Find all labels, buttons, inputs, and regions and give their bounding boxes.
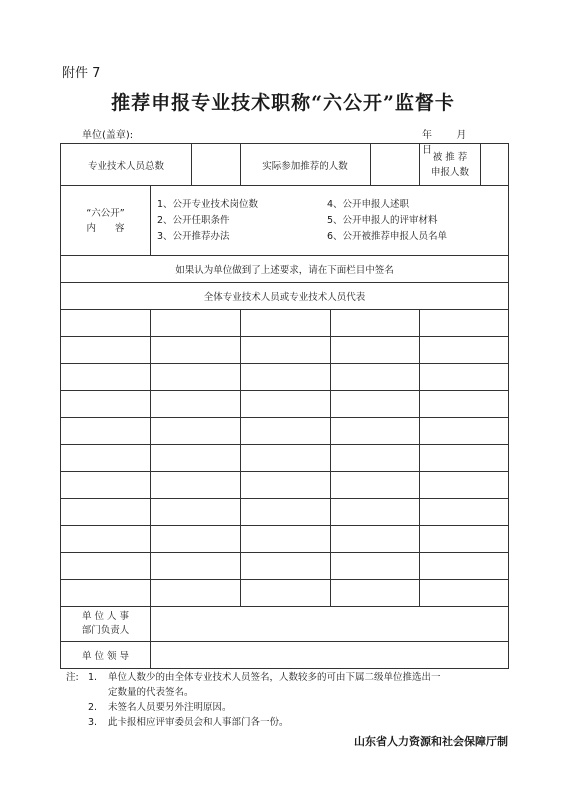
signature-cell[interactable] [151, 553, 241, 580]
signature-cell[interactable] [241, 391, 331, 418]
six-open-item-2: 2、公开任职条件 [157, 214, 230, 226]
recommended-label-1: 被 推 荐 [432, 151, 468, 163]
six-open-label-2: 内 容 [86, 222, 125, 234]
signature-cell[interactable] [61, 472, 151, 499]
signature-cell[interactable] [331, 418, 420, 445]
signature-cell[interactable] [241, 499, 331, 526]
signature-cell[interactable] [151, 472, 241, 499]
actual-participants-label: 实际参加推荐的人数 [240, 144, 371, 185]
recommended-label-2: 申报人数 [430, 166, 469, 178]
signature-cell[interactable] [151, 337, 241, 364]
signature-cell[interactable] [241, 553, 331, 580]
signature-cell[interactable] [61, 418, 151, 445]
note-1-num: 1. [88, 672, 98, 683]
six-open-item-3: 3、公开推荐办法 [157, 230, 230, 242]
signature-cell[interactable] [61, 580, 151, 607]
unit-leader-label: 单 位 领 导 [61, 642, 151, 669]
signature-cell[interactable] [61, 526, 151, 553]
signature-cell[interactable] [241, 418, 331, 445]
signature-cell[interactable] [420, 418, 509, 445]
note-2-num: 2. [88, 702, 98, 713]
unit-leader-signature[interactable] [151, 642, 509, 669]
hr-head-label-2: 部门负责人 [81, 625, 130, 636]
actual-participants-cell [241, 144, 420, 186]
six-open-label-1: “六公开” [86, 207, 125, 219]
signature-cell[interactable] [331, 472, 420, 499]
signature-cell[interactable] [420, 337, 509, 364]
signature-cell[interactable] [331, 310, 420, 337]
attachment-label: 附件 7 [62, 66, 101, 81]
signature-cell[interactable] [151, 499, 241, 526]
signature-cell[interactable] [331, 526, 420, 553]
recommended-value[interactable] [481, 144, 508, 185]
instruction-cell: 如果认为单位做到了上述要求，请在下面栏目中签名 [61, 256, 509, 283]
six-open-label-cell [61, 186, 151, 256]
signers-header-cell: 全体专业技术人员或专业技术人员代表 [61, 283, 509, 310]
six-open-items-cell [151, 186, 509, 256]
unit-stamp-label: 单位(盖章): [82, 130, 134, 141]
supervision-card-table [60, 143, 509, 669]
signature-cell[interactable] [420, 499, 509, 526]
signature-cell[interactable] [241, 337, 331, 364]
total-staff-label: 专业技术人员总数 [61, 144, 192, 185]
signature-cell[interactable] [420, 364, 509, 391]
year-label: 年 [422, 130, 432, 141]
six-open-item-5: 5、公开申报人的评审材料 [327, 214, 438, 226]
hr-head-label-cell [61, 607, 151, 642]
note-3-num: 3. [88, 717, 98, 728]
signature-cell[interactable] [151, 418, 241, 445]
signature-cell[interactable] [331, 391, 420, 418]
signature-cell[interactable] [241, 526, 331, 553]
day-label: 日 [422, 145, 432, 156]
signature-cell[interactable] [241, 580, 331, 607]
signature-cell[interactable] [331, 580, 420, 607]
signature-cell[interactable] [241, 310, 331, 337]
signature-cell[interactable] [151, 391, 241, 418]
signature-cell[interactable] [151, 364, 241, 391]
signature-cell[interactable] [331, 445, 420, 472]
note-1-cont: 定数量的代表签名。 [108, 687, 194, 698]
signature-cell[interactable] [420, 580, 509, 607]
signature-cell[interactable] [331, 364, 420, 391]
total-staff-cell [61, 144, 241, 186]
hr-head-label-1: 单 位 人 事 [81, 611, 130, 622]
signature-cell[interactable] [331, 499, 420, 526]
note-2-text: 未签名人员要另外注明原因。 [108, 702, 232, 713]
signature-cell[interactable] [151, 580, 241, 607]
signature-cell[interactable] [151, 445, 241, 472]
signature-cell[interactable] [151, 526, 241, 553]
hr-head-signature[interactable] [151, 607, 509, 642]
six-open-item-4: 4、公开申报人述职 [327, 198, 410, 210]
signature-cell[interactable] [420, 553, 509, 580]
six-open-item-6: 6、公开被推荐申报人员名单 [327, 230, 448, 242]
actual-participants-value[interactable] [371, 144, 419, 185]
signature-cell[interactable] [420, 391, 509, 418]
signature-cell[interactable] [420, 526, 509, 553]
signature-cell[interactable] [241, 472, 331, 499]
month-label: 月 [456, 130, 467, 141]
six-open-item-1: 1、公开专业技术岗位数 [157, 198, 259, 210]
signature-cell[interactable] [61, 391, 151, 418]
signature-cell[interactable] [241, 364, 331, 391]
notes-prefix: 注: [66, 672, 79, 683]
signature-cell[interactable] [331, 337, 420, 364]
recommended-cell [420, 144, 509, 186]
notes [66, 670, 441, 730]
signature-cell[interactable] [61, 445, 151, 472]
signature-cell[interactable] [241, 445, 331, 472]
signature-cell[interactable] [61, 337, 151, 364]
signature-cell[interactable] [420, 310, 509, 337]
signature-cell[interactable] [420, 445, 509, 472]
note-3-text: 此卡报相应评审委员会和人事部门各一份。 [108, 717, 289, 728]
total-staff-value[interactable] [192, 144, 240, 185]
signature-cell[interactable] [331, 553, 420, 580]
issuer-label: 山东省人力资源和社会保障厅制 [354, 735, 508, 748]
signature-cell[interactable] [420, 472, 509, 499]
signature-cell[interactable] [61, 364, 151, 391]
signature-cell[interactable] [151, 310, 241, 337]
signature-cell[interactable] [61, 310, 151, 337]
note-1-text: 单位人数少的由全体专业技术人员签名，人数较多的可由下属二级单位推选出一 [108, 672, 441, 683]
signature-cell[interactable] [61, 499, 151, 526]
card-title: 推荐申报专业技术职称“六公开”监督卡 [111, 92, 455, 114]
signature-cell[interactable] [61, 553, 151, 580]
